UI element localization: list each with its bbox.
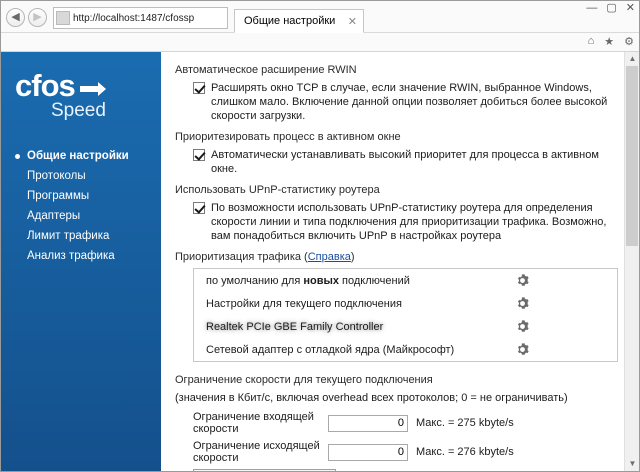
sidebar-item-traffic-analysis[interactable] [11,246,161,266]
gear-icon[interactable]: ⚙ [624,36,634,48]
max-outgoing-note: Макс. = 276 kbyte/s [416,446,514,458]
cfos-logo [1,52,161,138]
toolbar-icons [588,35,634,48]
input-outgoing-limit[interactable] [328,444,408,461]
page-body [1,52,639,471]
logo-sub-text: Speed [51,99,106,121]
section-title-priority: Приоритезировать процесс в активном окне [175,131,401,143]
gear-icon[interactable] [516,320,529,333]
address-bar[interactable] [53,7,228,29]
section-title-text: Приоритизация трафика [175,251,301,263]
apply-limits-button[interactable] [193,469,336,471]
sidebar-item-general[interactable] [11,146,161,166]
section-title-speed-limit: Ограничение скорости для текущего подключения [175,374,433,386]
field-row-incoming [193,411,625,435]
vertical-scrollbar[interactable] [624,52,639,471]
section-title-rwin: Автоматическое расширение RWIN [175,64,357,76]
sidebar-item-protocols[interactable] [11,166,161,186]
speed-limit-note: (значения в Кбит/с, включая overhead всех протоколов; 0 = не ограничивать) [175,392,568,404]
row-text-after: подключений [339,274,410,287]
checkbox-row-rwin[interactable] [193,81,625,123]
field-row-outgoing [193,440,625,464]
close-button[interactable]: ✕ [625,2,635,14]
section-title-traffic-priority: Приоритизация трафика (Справка) [175,251,355,263]
table-row[interactable] [194,292,617,315]
sidebar-item-label: Общие настройки [27,150,129,162]
row-label-blurred: Realtek PCIe GBE Family Controller [206,320,384,333]
sidebar-nav [1,146,161,266]
tab-label: Общие настройки [244,15,336,27]
row-label: Сетевой адаптер с отладкой ядра (Майкрософт) [206,343,455,356]
star-icon[interactable]: ★ [604,36,615,48]
sidebar-item-label: Анализ трафика [27,250,115,262]
browser-toolbar [1,33,639,52]
table-row[interactable] [194,315,617,338]
checkbox-rwin[interactable] [193,82,205,94]
max-incoming-note: Макс. = 275 kbyte/s [416,417,514,429]
traffic-priority-list [193,268,618,362]
address-text: http://localhost:1487/cfossp [73,12,195,24]
sidebar-item-label: Лимит трафика [27,230,110,242]
window-controls [586,3,635,14]
checkbox-row-priority[interactable] [193,148,625,176]
back-arrow-icon[interactable]: ◀ [6,8,25,27]
close-icon[interactable]: ✕ [347,15,357,28]
gear-icon[interactable] [516,274,529,287]
checkbox-row-upnp[interactable] [193,201,625,243]
row-label: Настройки для текущего подключения [206,297,402,310]
page-icon [56,11,70,25]
scrollbar-thumb[interactable] [626,66,638,246]
logo-main-text: cfos [15,68,75,103]
sidebar-item-label: Адаптеры [27,210,81,222]
row-text-before: по умолчанию для [206,274,304,287]
input-incoming-limit[interactable] [328,415,408,432]
checkbox-upnp[interactable] [193,202,205,214]
scroll-up-arrow-icon[interactable]: ▲ [628,54,637,63]
tab-strip [234,2,364,32]
table-row[interactable] [194,269,617,292]
sidebar-item-label: Программы [27,190,90,202]
checkbox-label-upnp: По возможности использовать UPnP-статистику роутера для определения скорости линии и типа подключения для приоритизации трафика. Возможно, вам понадобиться включить UPnP в настройках роутера [211,202,607,242]
scroll-down-arrow-icon[interactable]: ▼ [628,459,637,468]
gear-icon[interactable] [516,343,529,356]
sidebar [1,52,161,471]
row-label [206,275,410,287]
help-link-traffic-priority[interactable]: Справка [307,251,351,263]
label-outgoing-limit: Ограничение исходящей скорости [193,440,320,464]
home-icon[interactable]: ⌂ [587,35,595,47]
row-text-bold: новых [303,274,339,287]
sidebar-item-programs[interactable] [11,186,161,206]
checkbox-label-priority: Автоматически устанавливать высокий приоритет для процесса в активном окне. [211,149,599,175]
minimize-button[interactable]: — [586,2,598,14]
checkbox-priority[interactable] [193,149,205,161]
sidebar-item-adapters[interactable] [11,206,161,226]
browser-titlebar [1,1,639,33]
label-incoming-limit: Ограничение входящей скорости [193,411,314,435]
gear-icon[interactable] [516,297,529,310]
maximize-button[interactable]: ▢ [606,2,617,14]
checkbox-label-rwin: Расширять окно TCP в случае, если значение RWIN, выбранное Windows, слишком мало. Включение данной опции позволяет добиться более высокой скорости загрузки. [211,82,608,122]
table-row[interactable] [194,338,617,361]
tab-general-settings[interactable] [234,9,364,33]
sidebar-item-label: Протоколы [27,170,86,182]
sidebar-item-traffic-limit[interactable] [11,226,161,246]
navigation-buttons [1,2,53,32]
forward-arrow-icon[interactable]: ▶ [28,8,47,27]
settings-content [161,52,639,471]
section-title-upnp: Использовать UPnP-статистику роутера [175,184,380,196]
